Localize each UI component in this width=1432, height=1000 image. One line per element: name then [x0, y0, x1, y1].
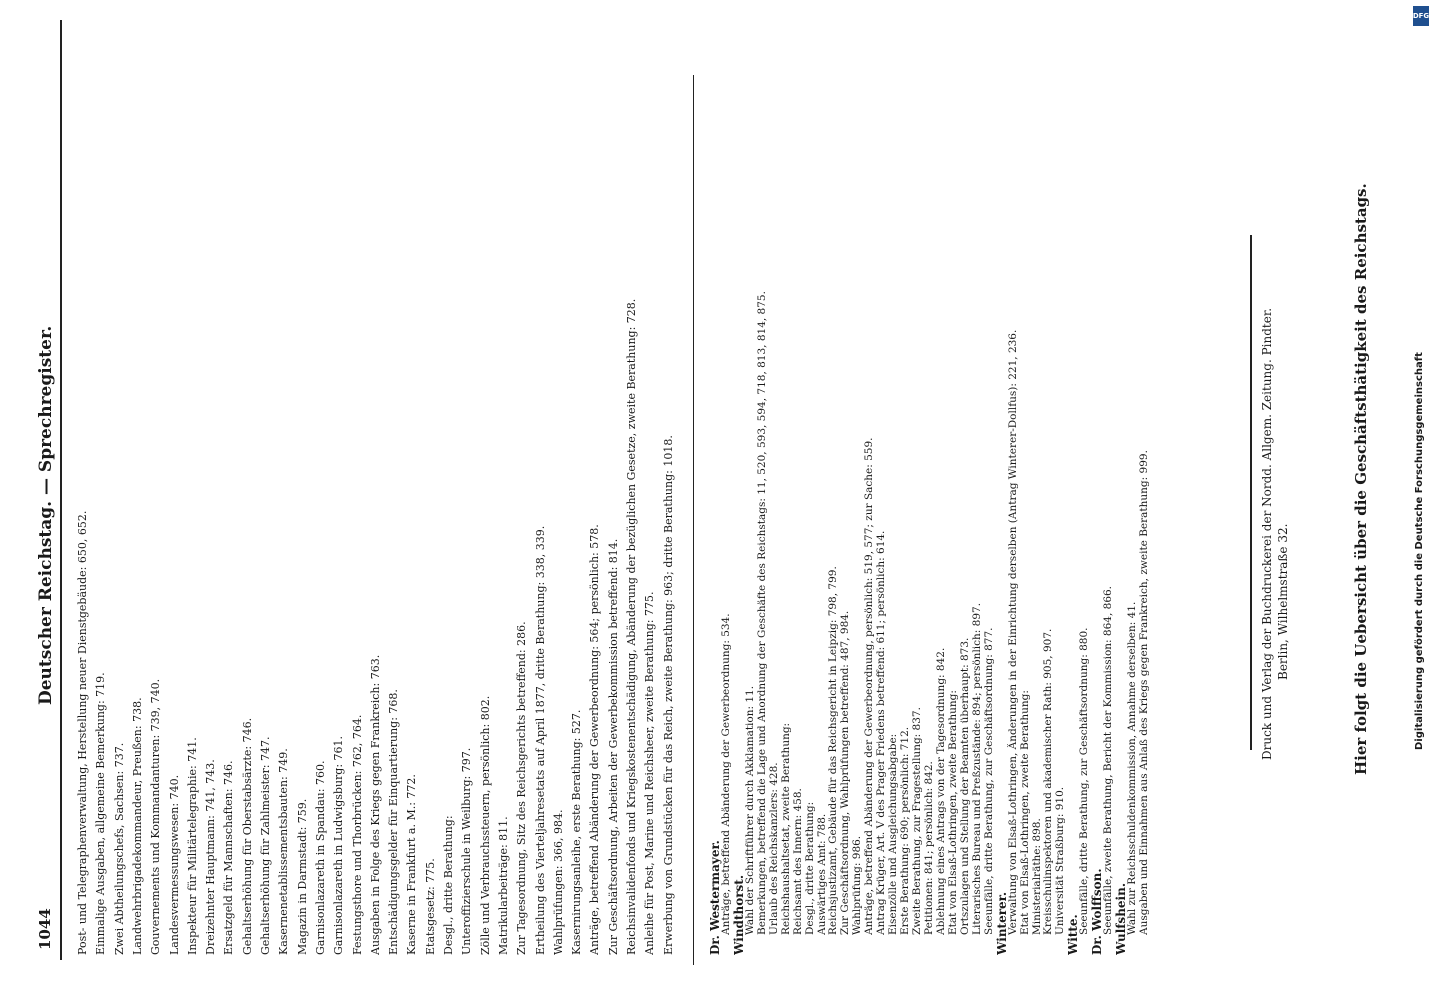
register-entry: Anträge, betreffend Abänderung der Gewerbeordnung: 564; persönlich: 578.	[588, 524, 602, 955]
register-entry: Matrikularbeiträge: 811.	[496, 816, 510, 955]
register-entry: Dreizehnter Hauptmann: 741, 743.	[204, 759, 218, 955]
register-entry: Etat von Elsaß-Lothringen, zweite Berathung:	[946, 690, 959, 935]
register-entry: Zur Geschäftsordnung, Arbeiten der Gewerbekommission betreffend: 814.	[606, 538, 620, 955]
running-title: Deutscher Reichstag. — Sprechregister.	[36, 325, 56, 705]
register-entry: Reichsjustizamt, Gebäude für das Reichsgericht in Leipzig: 798, 799.	[827, 566, 840, 935]
page-number: 1044	[36, 908, 54, 950]
speaker-name: Winterer.	[994, 891, 1009, 955]
register-entry: Wahlprüfung: 986.	[851, 835, 864, 935]
register-entry: Landesvermessungswesen: 740.	[167, 774, 181, 955]
imprint-line-2: Berlin, Wilhelmstraße 32.	[1276, 523, 1290, 680]
register-entry: Ausgaben und Einnahmen aus Anlaß des Kriegs gegen Frankreich, zweite Berathung: 999.	[1138, 450, 1151, 935]
register-entry: Entschädigungsgelder für Einquartierung: 768.	[387, 689, 401, 955]
register-entry: Erwerbung von Grundstücken für das Reich, zweite Berathung: 963; dritte Berathung: 1018.	[661, 435, 675, 955]
register-entry: Seeunfälle, zweite Berathung, Bericht der Kommission: 864, 866.	[1102, 585, 1115, 935]
register-entry: Wahl der Schriftführer durch Akklamation: 11.	[743, 685, 756, 935]
register-entry: Zweite Berathung, zur Fragestellung: 837.	[911, 707, 924, 935]
register-entry: Zölle und Verbrauchssteuern, persönlich: 802.	[478, 695, 492, 955]
speaker-name: Witte.	[1066, 914, 1081, 955]
register-entry: Zur Geschäftsordnung, Wahlprüfungen betreffend: 487, 984.	[839, 610, 852, 935]
register-entry: Urlaub des Reichskanzlers: 428.	[767, 762, 780, 935]
register-entry: Universität Straßburg: 910.	[1054, 786, 1067, 935]
register-entry: Petitionen: 841; persönlich: 842.	[923, 761, 936, 935]
register-entry: Erste Berathung: 690; persönlich: 712.	[899, 726, 912, 935]
header-rule	[60, 20, 62, 960]
register-entry: Seeunfälle, dritte Berathung, zur Geschäftsordnung: 877.	[982, 627, 995, 935]
register-entry: Ertheilung des Vierteljahresetats auf April 1877, dritte Berathung: 338, 339.	[533, 525, 547, 955]
register-entry: Reichsinvalidenfonds und Kriegskostenentschädigung, Abänderung der bezüglichen Gesetze, zweite Berathung: 728.	[625, 298, 639, 955]
register-entry: Ortszulagen und Stellung der Beamten überhaupt: 873.	[958, 637, 971, 935]
register-entry: Zur Tagesordnung, Sitz des Reichsgerichts betreffend: 286.	[515, 621, 529, 955]
register-entry: Festungsthore und Thorbrücken: 762, 764.	[350, 714, 364, 955]
register-entry: Desgl., dritte Berathung:	[442, 815, 456, 955]
register-entry: Zwei Abtheilungschefs, Sachsen: 737.	[112, 742, 126, 955]
speaker-name: Windthorst.	[731, 874, 746, 955]
register-entry: Wahlprüfungen: 366, 984.	[551, 809, 565, 955]
register-entry: Reichsamt des Innern: 458.	[791, 788, 804, 935]
register-entry: Gehaltserhöhung für Oberstabsärzte: 746.	[240, 717, 254, 955]
register-entry: Literarisches Bureau und Preßzustände: 894; persönlich: 897.	[970, 602, 983, 935]
imprint-line-1: Druck und Verlag der Buchdruckerei der Nordd. Allgem. Zeitung. Pindter.	[1260, 307, 1274, 760]
register-entry: Ausgaben in Folge des Kriegs gegen Frankreich: 763.	[368, 654, 382, 955]
register-entry: Kasernenetablissementsbauten: 749.	[277, 748, 291, 955]
speaker-name: Dr. Wolffson.	[1090, 868, 1105, 955]
register-entry: Seeunfälle, dritte Berathung, zur Geschäftsordnung: 880.	[1078, 627, 1091, 935]
register-entry: Kreisschulinspektoren und akademischer Rath: 905, 907.	[1042, 628, 1055, 935]
register-entry: Unteroffizierschule in Weilburg: 797.	[460, 747, 474, 955]
register-entry: Gouvernements und Kommandanturen: 739, 740.	[149, 678, 163, 955]
speaker-name: Dr. Westermayer.	[708, 840, 722, 955]
register-entry: Magazin in Darmstadt: 759.	[295, 798, 309, 955]
digitization-credit: Digitalisierung gefördert durch die Deutsche Forschungsgemeinschaft	[1414, 352, 1425, 750]
register-entry: Ministerialräthe: 898.	[1030, 818, 1043, 935]
register-entry: Verwaltung von Elsaß-Lothringen, Änderungen in der Einrichtung derselben (Antrag Winterer-Dollfus): 221, 236.	[1006, 329, 1019, 935]
register-entry: Ablehnung eines Antrags von der Tagesordnung: 842.	[934, 647, 947, 935]
register-entry: Desgl., dritte Berathung:	[803, 801, 816, 935]
register-entry: Wahl zur Reichsschuldenkommission, Annahme derselben: 41.	[1126, 601, 1139, 935]
register-entry: Reichshaushaltsetat, zweite Berathung:	[779, 722, 792, 935]
register-entry: Eisenzölle und Ausgleichungsabgabe:	[887, 733, 900, 935]
register-entry: Auswärtiges Amt: 788.	[815, 813, 828, 935]
register-entry: Anträge, betreffend Abänderung der Gewerbeordnung: 534.	[719, 613, 732, 935]
register-entry: Anträge, betreffend Abänderung der Gewerbeordnung, persönlich: 519, 577; zur Sache: 559.	[863, 437, 876, 935]
register-entry: Kasernirungsanleihe, erste Berathung: 527.	[570, 709, 584, 955]
register-entry: Bemerkungen, betreffend die Lage und Anordnung der Geschäfte des Reichstags: 11, 520, 593, 594, 718, 813, 814, 875.	[755, 291, 768, 935]
register-entry: Einmalige Ausgaben, allgemeine Bemerkung: 719.	[94, 672, 108, 955]
register-entry: Post- und Telegraphenverwaltung, Herstellung neuer Dienstgebäude: 650, 652.	[76, 510, 89, 955]
footer-note: Hier folgt die Uebersicht über die Geschäftsthätigkeit des Reichstags.	[1352, 183, 1370, 775]
register-entry: Etatsgesetz: 775.	[423, 858, 437, 955]
register-entry: Kaserne in Frankfurt a. M.: 772.	[405, 774, 419, 955]
register-entry: Antrag Krüger, Art. V des Prager Friedens betreffend: 611; persönlich: 614.	[875, 530, 888, 935]
register-entry: Landwehrbrigadekommandeur, Preußen: 738.	[130, 697, 144, 955]
imprint-rule	[1250, 235, 1252, 750]
register-entry: Gehaltserhöhung für Zahlmeister: 747.	[259, 736, 273, 955]
register-entry: Anleihe für Post, Marine und Reichsheer, zweite Berathung: 775.	[643, 591, 657, 955]
speaker-name: Wulfshein.	[1114, 882, 1129, 955]
register-entry: Garnisonlazareth in Spandau: 760.	[313, 760, 327, 955]
register-entry: Inspekteur für Militärtelegraphie: 741.	[185, 737, 199, 955]
register-entry: Garnisonlazareth in Ludwigsburg: 761.	[332, 735, 346, 955]
dfg-logo: DFG	[1413, 6, 1429, 26]
column-divider	[693, 75, 694, 965]
register-entry: Etat von Elsaß-Lothringen, zweite Berathung:	[1018, 690, 1031, 935]
register-entry: Ersatzgeld für Mannschaften: 746.	[222, 760, 236, 955]
